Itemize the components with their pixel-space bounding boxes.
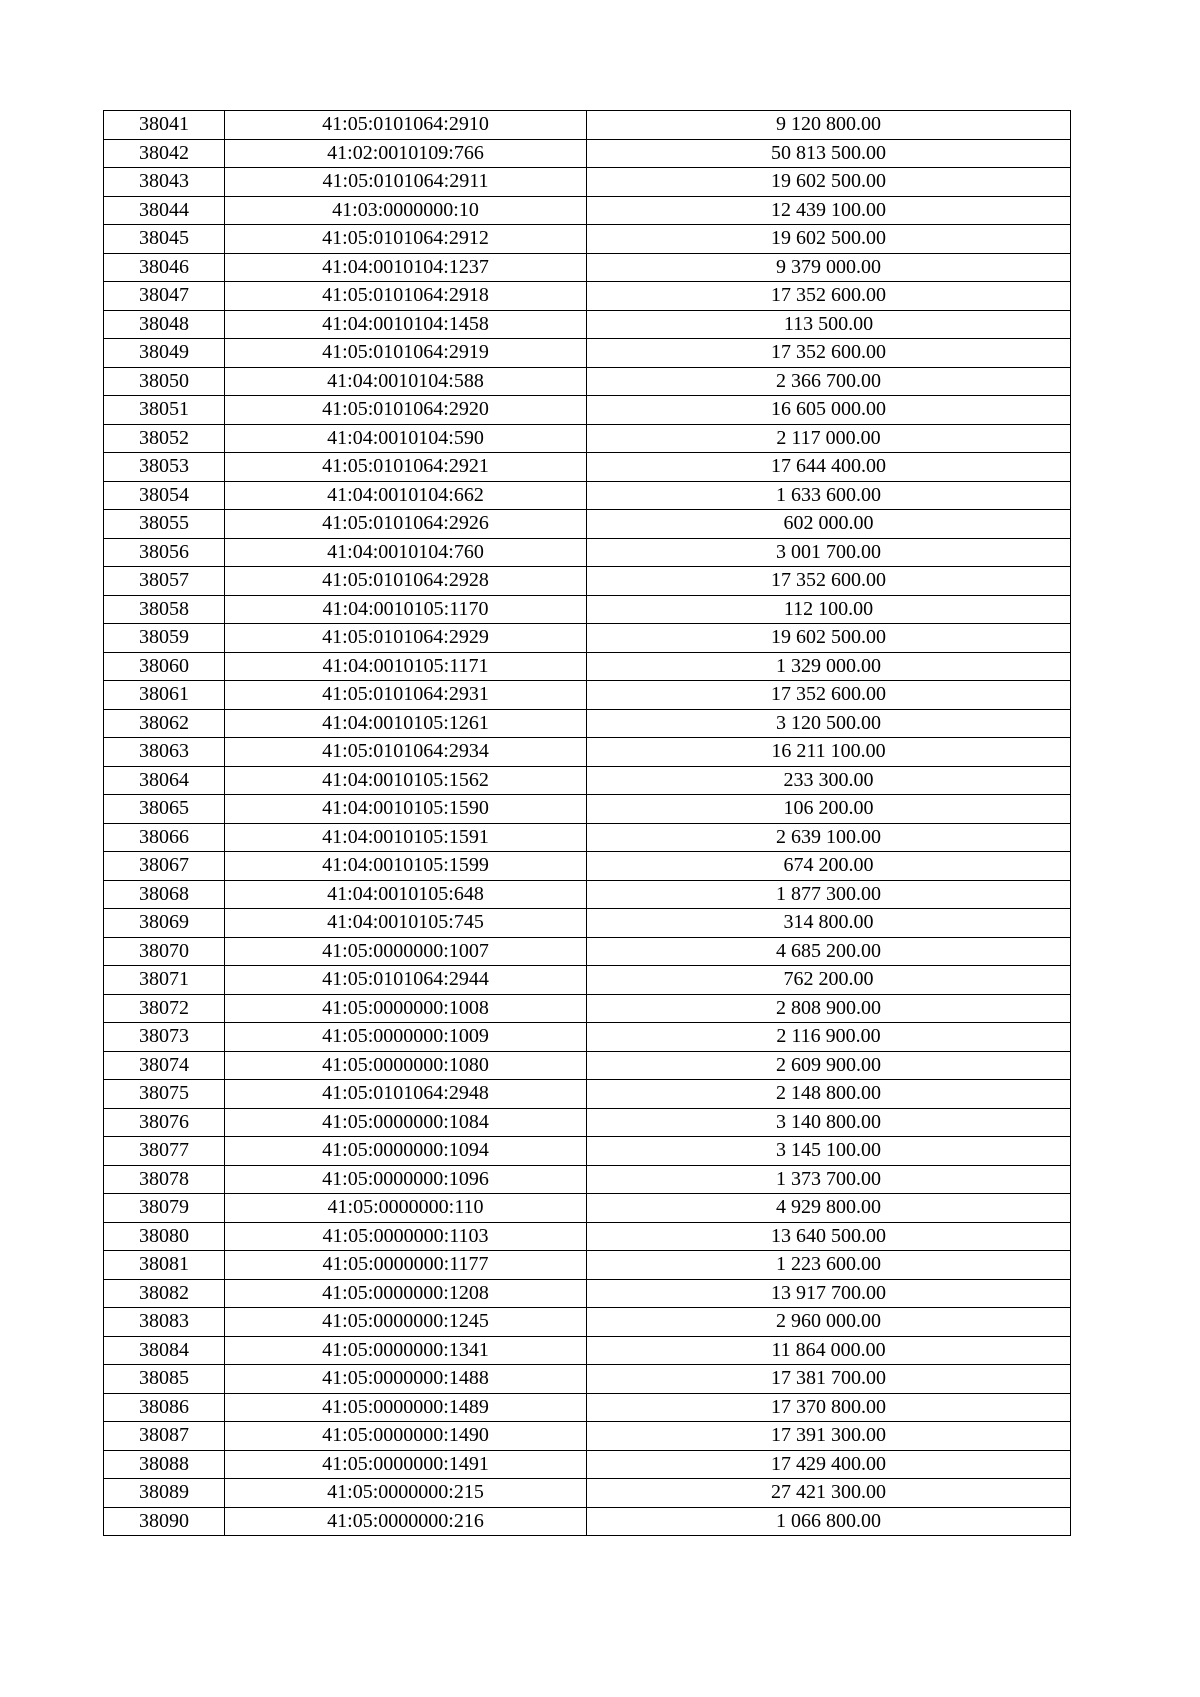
table-row — [104, 339, 1071, 368]
row-number-cell: 38072 — [104, 994, 225, 1023]
cadastral-value-cell: 1 877 300.00 — [587, 880, 1071, 909]
cadastral-number-cell: 41:05:0000000:1341 — [225, 1336, 587, 1365]
cadastral-value-cell: 16 211 100.00 — [587, 738, 1071, 767]
row-number-cell: 38049 — [104, 339, 225, 368]
cadastral-value-cell: 602 000.00 — [587, 510, 1071, 539]
cadastral-value-cell: 3 140 800.00 — [587, 1108, 1071, 1137]
cadastral-value-cell: 1 329 000.00 — [587, 652, 1071, 681]
table-row — [104, 139, 1071, 168]
cadastral-number-cell: 41:05:0000000:1096 — [225, 1165, 587, 1194]
cadastral-value-cell: 17 381 700.00 — [587, 1365, 1071, 1394]
row-number-cell: 38066 — [104, 823, 225, 852]
cadastral-number-cell: 41:05:0101064:2948 — [225, 1080, 587, 1109]
table-row — [104, 681, 1071, 710]
table-row — [104, 966, 1071, 995]
cadastral-number-cell: 41:05:0101064:2910 — [225, 111, 587, 140]
row-number-cell: 38077 — [104, 1137, 225, 1166]
row-number-cell: 38076 — [104, 1108, 225, 1137]
table-row — [104, 367, 1071, 396]
table-row — [104, 1194, 1071, 1223]
cadastral-number-cell: 41:04:0010105:745 — [225, 909, 587, 938]
cadastral-number-cell: 41:05:0101064:2918 — [225, 282, 587, 311]
table-row — [104, 766, 1071, 795]
row-number-cell: 38052 — [104, 424, 225, 453]
table-row — [104, 168, 1071, 197]
cadastral-value-cell: 9 379 000.00 — [587, 253, 1071, 282]
cadastral-value-cell: 233 300.00 — [587, 766, 1071, 795]
table-row — [104, 196, 1071, 225]
table-row — [104, 880, 1071, 909]
cadastral-value-cell: 762 200.00 — [587, 966, 1071, 995]
cadastral-value-cell: 2 148 800.00 — [587, 1080, 1071, 1109]
cadastral-value-cell: 113 500.00 — [587, 310, 1071, 339]
cadastral-value-cell: 19 602 500.00 — [587, 624, 1071, 653]
row-number-cell: 38088 — [104, 1450, 225, 1479]
cadastral-number-cell: 41:05:0101064:2920 — [225, 396, 587, 425]
cadastral-number-cell: 41:04:0010104:588 — [225, 367, 587, 396]
row-number-cell: 38051 — [104, 396, 225, 425]
cadastral-number-cell: 41:05:0000000:1009 — [225, 1023, 587, 1052]
cadastral-number-cell: 41:04:0010104:662 — [225, 481, 587, 510]
table-row — [104, 453, 1071, 482]
cadastral-number-cell: 41:05:0101064:2929 — [225, 624, 587, 653]
cadastral-value-cell: 2 117 000.00 — [587, 424, 1071, 453]
table-row — [104, 567, 1071, 596]
row-number-cell: 38057 — [104, 567, 225, 596]
table-row — [104, 1308, 1071, 1337]
table-row — [104, 1336, 1071, 1365]
table-row — [104, 709, 1071, 738]
table-row — [104, 111, 1071, 140]
cadastral-number-cell: 41:05:0000000:1488 — [225, 1365, 587, 1394]
cadastral-value-cell: 2 639 100.00 — [587, 823, 1071, 852]
row-number-cell: 38079 — [104, 1194, 225, 1223]
row-number-cell: 38075 — [104, 1080, 225, 1109]
table-row — [104, 652, 1071, 681]
row-number-cell: 38050 — [104, 367, 225, 396]
cadastral-number-cell: 41:05:0101064:2934 — [225, 738, 587, 767]
cadastral-value-cell: 106 200.00 — [587, 795, 1071, 824]
cadastral-value-cell: 3 001 700.00 — [587, 538, 1071, 567]
cadastral-value-cell: 1 223 600.00 — [587, 1251, 1071, 1280]
row-number-cell: 38070 — [104, 937, 225, 966]
row-number-cell: 38074 — [104, 1051, 225, 1080]
cadastral-value-cell: 3 145 100.00 — [587, 1137, 1071, 1166]
cadastral-value-cell: 13 917 700.00 — [587, 1279, 1071, 1308]
cadastral-value-cell: 2 808 900.00 — [587, 994, 1071, 1023]
table-row — [104, 1479, 1071, 1508]
cadastral-number-cell: 41:05:0101064:2944 — [225, 966, 587, 995]
cadastral-number-cell: 41:05:0000000:1208 — [225, 1279, 587, 1308]
cadastral-number-cell: 41:04:0010105:1590 — [225, 795, 587, 824]
cadastral-number-cell: 41:05:0000000:1007 — [225, 937, 587, 966]
row-number-cell: 38060 — [104, 652, 225, 681]
cadastral-value-cell: 17 370 800.00 — [587, 1393, 1071, 1422]
cadastral-number-cell: 41:05:0000000:1177 — [225, 1251, 587, 1280]
row-number-cell: 38086 — [104, 1393, 225, 1422]
cadastral-value-cell: 19 602 500.00 — [587, 225, 1071, 254]
table-row — [104, 624, 1071, 653]
cadastral-number-cell: 41:04:0010105:1562 — [225, 766, 587, 795]
table-row — [104, 225, 1071, 254]
table-row — [104, 481, 1071, 510]
cadastral-value-cell: 17 429 400.00 — [587, 1450, 1071, 1479]
row-number-cell: 38081 — [104, 1251, 225, 1280]
cadastral-number-cell: 41:05:0101064:2931 — [225, 681, 587, 710]
cadastral-number-cell: 41:05:0000000:1094 — [225, 1137, 587, 1166]
table-row — [104, 1165, 1071, 1194]
table-row — [104, 310, 1071, 339]
row-number-cell: 38046 — [104, 253, 225, 282]
cadastral-value-cell: 27 421 300.00 — [587, 1479, 1071, 1508]
cadastral-number-cell: 41:05:0101064:2919 — [225, 339, 587, 368]
row-number-cell: 38045 — [104, 225, 225, 254]
cadastral-number-cell: 41:04:0010105:648 — [225, 880, 587, 909]
cadastral-value-cell: 17 644 400.00 — [587, 453, 1071, 482]
cadastral-value-cell: 2 366 700.00 — [587, 367, 1071, 396]
row-number-cell: 38069 — [104, 909, 225, 938]
cadastral-number-cell: 41:04:0010104:760 — [225, 538, 587, 567]
row-number-cell: 38042 — [104, 139, 225, 168]
cadastral-value-cell: 19 602 500.00 — [587, 168, 1071, 197]
table-row — [104, 1279, 1071, 1308]
row-number-cell: 38043 — [104, 168, 225, 197]
cadastral-number-cell: 41:02:0010109:766 — [225, 139, 587, 168]
cadastral-number-cell: 41:04:0010104:1237 — [225, 253, 587, 282]
table-row — [104, 1023, 1071, 1052]
cadastral-value-cell: 314 800.00 — [587, 909, 1071, 938]
row-number-cell: 38047 — [104, 282, 225, 311]
cadastral-number-cell: 41:05:0000000:110 — [225, 1194, 587, 1223]
cadastral-number-cell: 41:05:0000000:1080 — [225, 1051, 587, 1080]
row-number-cell: 38068 — [104, 880, 225, 909]
row-number-cell: 38056 — [104, 538, 225, 567]
cadastral-number-cell: 41:05:0000000:1008 — [225, 994, 587, 1023]
cadastral-value-cell: 17 352 600.00 — [587, 282, 1071, 311]
table-row — [104, 396, 1071, 425]
table-row — [104, 253, 1071, 282]
table-row — [104, 1365, 1071, 1394]
row-number-cell: 38080 — [104, 1222, 225, 1251]
cadastral-value-cell: 17 352 600.00 — [587, 681, 1071, 710]
cadastral-number-cell: 41:05:0000000:1489 — [225, 1393, 587, 1422]
table-row — [104, 852, 1071, 881]
cadastral-number-cell: 41:04:0010105:1261 — [225, 709, 587, 738]
row-number-cell: 38083 — [104, 1308, 225, 1337]
cadastral-value-cell: 12 439 100.00 — [587, 196, 1071, 225]
row-number-cell: 38059 — [104, 624, 225, 653]
row-number-cell: 38071 — [104, 966, 225, 995]
table-row — [104, 795, 1071, 824]
cadastral-value-cell: 16 605 000.00 — [587, 396, 1071, 425]
table-row — [104, 424, 1071, 453]
cadastral-value-cell: 13 640 500.00 — [587, 1222, 1071, 1251]
cadastral-number-cell: 41:05:0000000:216 — [225, 1507, 587, 1536]
row-number-cell: 38063 — [104, 738, 225, 767]
cadastral-value-cell: 4 685 200.00 — [587, 937, 1071, 966]
cadastral-number-cell: 41:05:0000000:1245 — [225, 1308, 587, 1337]
cadastral-number-cell: 41:05:0101064:2926 — [225, 510, 587, 539]
cadastral-value-cell: 9 120 800.00 — [587, 111, 1071, 140]
row-number-cell: 38078 — [104, 1165, 225, 1194]
row-number-cell: 38065 — [104, 795, 225, 824]
row-number-cell: 38054 — [104, 481, 225, 510]
table-row — [104, 595, 1071, 624]
cadastral-number-cell: 41:05:0000000:1084 — [225, 1108, 587, 1137]
table-row — [104, 1393, 1071, 1422]
cadastral-number-cell: 41:04:0010105:1599 — [225, 852, 587, 881]
table-row — [104, 1080, 1071, 1109]
table-row — [104, 1507, 1071, 1536]
row-number-cell: 38053 — [104, 453, 225, 482]
cadastral-value-table — [103, 110, 1071, 1536]
cadastral-number-cell: 41:03:0000000:10 — [225, 196, 587, 225]
cadastral-value-cell: 4 929 800.00 — [587, 1194, 1071, 1223]
cadastral-value-cell: 2 116 900.00 — [587, 1023, 1071, 1052]
table-row — [104, 1051, 1071, 1080]
row-number-cell: 38067 — [104, 852, 225, 881]
row-number-cell: 38061 — [104, 681, 225, 710]
cadastral-number-cell: 41:05:0000000:1491 — [225, 1450, 587, 1479]
cadastral-number-cell: 41:05:0000000:215 — [225, 1479, 587, 1508]
table-row — [104, 510, 1071, 539]
cadastral-value-cell: 1 373 700.00 — [587, 1165, 1071, 1194]
cadastral-number-cell: 41:04:0010104:590 — [225, 424, 587, 453]
cadastral-value-cell: 2 609 900.00 — [587, 1051, 1071, 1080]
row-number-cell: 38062 — [104, 709, 225, 738]
row-number-cell: 38087 — [104, 1422, 225, 1451]
cadastral-number-cell: 41:05:0000000:1103 — [225, 1222, 587, 1251]
cadastral-value-cell: 2 960 000.00 — [587, 1308, 1071, 1337]
row-number-cell: 38090 — [104, 1507, 225, 1536]
cadastral-number-cell: 41:04:0010105:1171 — [225, 652, 587, 681]
cadastral-value-cell: 11 864 000.00 — [587, 1336, 1071, 1365]
cadastral-value-cell: 3 120 500.00 — [587, 709, 1071, 738]
row-number-cell: 38073 — [104, 1023, 225, 1052]
table-row — [104, 994, 1071, 1023]
table-row — [104, 937, 1071, 966]
cadastral-number-cell: 41:05:0101064:2921 — [225, 453, 587, 482]
row-number-cell: 38055 — [104, 510, 225, 539]
table-row — [104, 1422, 1071, 1451]
cadastral-number-cell: 41:05:0101064:2928 — [225, 567, 587, 596]
table-row — [104, 1108, 1071, 1137]
cadastral-number-cell: 41:04:0010105:1170 — [225, 595, 587, 624]
cadastral-value-cell: 17 352 600.00 — [587, 339, 1071, 368]
cadastral-value-cell: 112 100.00 — [587, 595, 1071, 624]
row-number-cell: 38085 — [104, 1365, 225, 1394]
cadastral-value-cell: 674 200.00 — [587, 852, 1071, 881]
row-number-cell: 38048 — [104, 310, 225, 339]
cadastral-value-cell: 50 813 500.00 — [587, 139, 1071, 168]
row-number-cell: 38044 — [104, 196, 225, 225]
row-number-cell: 38041 — [104, 111, 225, 140]
cadastral-number-cell: 41:04:0010105:1591 — [225, 823, 587, 852]
cadastral-value-cell: 17 352 600.00 — [587, 567, 1071, 596]
table-row — [104, 738, 1071, 767]
row-number-cell: 38064 — [104, 766, 225, 795]
cadastral-number-cell: 41:05:0101064:2912 — [225, 225, 587, 254]
cadastral-number-cell: 41:05:0101064:2911 — [225, 168, 587, 197]
cadastral-value-cell: 1 633 600.00 — [587, 481, 1071, 510]
row-number-cell: 38089 — [104, 1479, 225, 1508]
table-row — [104, 1222, 1071, 1251]
table-row — [104, 538, 1071, 567]
table-row — [104, 282, 1071, 311]
table-row — [104, 909, 1071, 938]
row-number-cell: 38082 — [104, 1279, 225, 1308]
cadastral-value-cell: 17 391 300.00 — [587, 1422, 1071, 1451]
cadastral-number-cell: 41:04:0010104:1458 — [225, 310, 587, 339]
row-number-cell: 38058 — [104, 595, 225, 624]
table-row — [104, 1251, 1071, 1280]
table-row — [104, 1137, 1071, 1166]
row-number-cell: 38084 — [104, 1336, 225, 1365]
cadastral-number-cell: 41:05:0000000:1490 — [225, 1422, 587, 1451]
cadastral-value-cell: 1 066 800.00 — [587, 1507, 1071, 1536]
table-row — [104, 823, 1071, 852]
table-row — [104, 1450, 1071, 1479]
table-body — [104, 111, 1071, 1536]
